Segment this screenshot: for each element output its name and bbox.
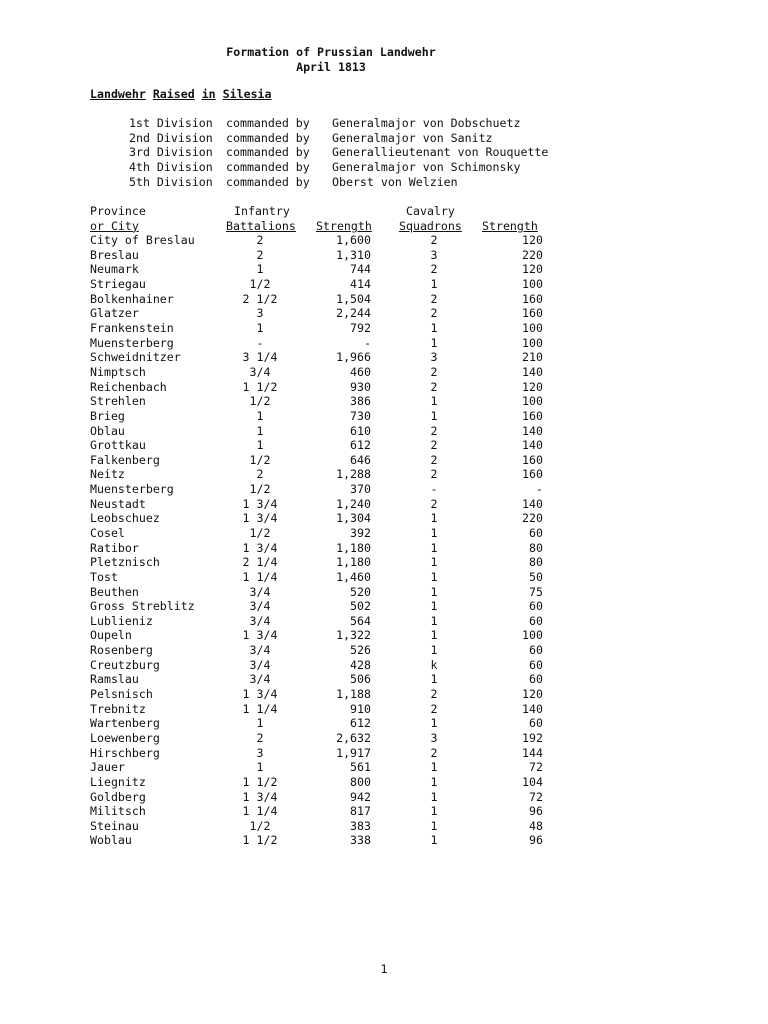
province-cell: Muensterberg <box>90 482 174 497</box>
cavalry-strength-cell: 160 <box>522 306 543 321</box>
infantry-strength-cell: 1,180 <box>336 555 371 570</box>
province-cell: Neustadt <box>90 496 146 511</box>
infantry-strength-cell: 428 <box>350 657 371 672</box>
header-battalions: Battalions <box>226 218 296 233</box>
cavalry-strength-cell: 60 <box>529 643 543 658</box>
province-cell: Pletznisch <box>90 555 160 570</box>
division-name: 1st Division <box>129 116 213 130</box>
cavalry-strength-cell: 120 <box>522 687 543 702</box>
infantry-strength-cell: 561 <box>350 760 371 775</box>
battalions-cell: 1/2 <box>249 452 271 467</box>
table-row <box>90 819 560 834</box>
division-commanded-by: commanded by <box>226 160 310 175</box>
cavalry-strength-cell: 100 <box>522 335 543 350</box>
battalions-cell: 3/4 <box>249 613 271 628</box>
cavalry-strength-cell: 220 <box>522 247 543 262</box>
infantry-strength-cell: 910 <box>350 701 371 716</box>
table-row <box>90 292 560 307</box>
battalions-cell: 1 3/4 <box>242 687 278 702</box>
province-cell: Ratibor <box>90 540 139 555</box>
province-cell: Hirschberg <box>90 745 160 760</box>
cavalry-strength-cell: 100 <box>522 394 543 409</box>
table-row <box>90 775 560 790</box>
battalions-cell: 1 <box>256 262 264 277</box>
battalions-cell: 3 <box>256 745 264 760</box>
infantry-strength-cell: 730 <box>350 408 371 423</box>
header-or-city: or City <box>90 218 139 233</box>
battalions-cell: 3/4 <box>249 584 271 599</box>
infantry-strength-cell: 1,240 <box>336 496 371 511</box>
province-cell: Neumark <box>90 262 139 277</box>
cavalry-strength-cell: 220 <box>522 511 543 526</box>
squadrons-cell: 1 <box>430 833 438 848</box>
infantry-strength-cell: 1,322 <box>336 628 371 643</box>
table-row <box>90 555 560 570</box>
table-row <box>90 702 560 717</box>
infantry-strength-cell: 612 <box>350 438 371 453</box>
section-heading <box>90 87 272 102</box>
infantry-strength-cell: 610 <box>350 423 371 438</box>
infantry-strength-cell: 1,917 <box>336 745 371 760</box>
cavalry-strength-cell: 50 <box>529 569 543 584</box>
province-cell: Tost <box>90 569 118 584</box>
province-cell: Grottkau <box>90 438 146 453</box>
squadrons-cell: 2 <box>430 379 438 394</box>
province-cell: Trebnitz <box>90 701 146 716</box>
cavalry-strength-cell: 60 <box>529 657 543 672</box>
table-row <box>90 438 560 453</box>
squadrons-cell: 2 <box>430 438 438 453</box>
table-row <box>90 277 560 292</box>
province-cell: Nimptsch <box>90 364 146 379</box>
squadrons-cell: 2 <box>430 496 438 511</box>
squadrons-cell: 3 <box>430 350 438 365</box>
table-row <box>90 262 560 277</box>
table-row <box>90 453 560 468</box>
infantry-strength-cell: 564 <box>350 613 371 628</box>
infantry-strength-cell: 386 <box>350 394 371 409</box>
cavalry-strength-cell: 80 <box>529 540 543 555</box>
table-row <box>90 790 560 805</box>
cavalry-strength-cell: 160 <box>522 452 543 467</box>
squadrons-cell: 1 <box>430 394 438 409</box>
section-heading-word: Silesia <box>222 87 272 101</box>
squadrons-cell: 1 <box>430 335 438 350</box>
battalions-cell: 1/2 <box>249 818 271 833</box>
cavalry-strength-cell: 100 <box>522 628 543 643</box>
table-header-row <box>90 219 560 234</box>
page-number: 1 <box>380 962 388 976</box>
table-row <box>90 585 560 600</box>
squadrons-cell: 1 <box>430 408 438 423</box>
division-commander: Generalmajor von Sanitz <box>332 130 493 145</box>
header-infantry: Infantry <box>234 204 290 218</box>
division-name: 5th Division <box>129 174 213 189</box>
infantry-strength-cell: 414 <box>350 277 371 292</box>
table-row <box>90 365 560 380</box>
battalions-cell: 3/4 <box>249 599 271 614</box>
table-row <box>90 760 560 775</box>
squadrons-cell: 2 <box>430 745 438 760</box>
battalions-cell: 1 3/4 <box>242 540 278 555</box>
battalions-cell: 2 <box>256 247 264 262</box>
document-title: Formation of Prussian Landwehr <box>226 45 436 59</box>
cavalry-strength-cell: 120 <box>522 262 543 277</box>
province-cell: Creutzburg <box>90 657 160 672</box>
squadrons-cell: 1 <box>430 716 438 731</box>
division-name: 2nd Division <box>129 130 213 145</box>
table-body <box>90 233 560 848</box>
cavalry-strength-cell: 140 <box>522 701 543 716</box>
province-cell: Frankenstein <box>90 321 174 336</box>
infantry-strength-cell: 520 <box>350 584 371 599</box>
table-row <box>90 497 560 512</box>
province-cell: Steinau <box>90 818 139 833</box>
table-row <box>90 614 560 629</box>
cavalry-strength-cell: 100 <box>522 277 543 292</box>
table-row <box>90 482 560 497</box>
squadrons-cell: 1 <box>430 569 438 584</box>
infantry-strength-cell: 502 <box>350 599 371 614</box>
province-cell: Oupeln <box>90 628 132 643</box>
province-cell: Breslau <box>90 247 139 262</box>
cavalry-strength-cell: 60 <box>529 526 543 540</box>
squadrons-cell: 1 <box>430 321 438 336</box>
infantry-strength-cell: 2,632 <box>336 730 371 745</box>
province-cell: Wartenberg <box>90 716 160 731</box>
squadrons-cell: 2 <box>430 262 438 277</box>
squadrons-cell: 1 <box>430 643 438 658</box>
header-infantry-strength: Strength <box>316 218 372 233</box>
squadrons-cell: 2 <box>430 701 438 716</box>
battalions-cell: 1 1/2 <box>242 774 278 789</box>
infantry-strength-cell: 526 <box>350 643 371 658</box>
infantry-strength-cell: 1,460 <box>336 569 371 584</box>
province-cell: Muensterberg <box>90 335 174 350</box>
section-heading-word: in <box>201 87 216 101</box>
table-row <box>90 628 560 643</box>
cavalry-strength-cell: 75 <box>529 584 543 599</box>
province-cell: Schweidnitzer <box>90 350 181 365</box>
section-heading-word: Raised <box>152 87 195 101</box>
table-row <box>90 409 560 424</box>
infantry-strength-cell: - <box>364 335 371 350</box>
table-row <box>90 306 560 321</box>
cavalry-strength-cell: 140 <box>522 438 543 453</box>
cavalry-strength-cell: 120 <box>522 379 543 394</box>
infantry-strength-cell: 506 <box>350 672 371 687</box>
battalions-cell: 1 1/2 <box>242 833 278 848</box>
squadrons-cell: 1 <box>430 672 438 687</box>
division-commander: Generalmajor von Schimonsky <box>332 160 521 175</box>
table-row <box>90 248 560 263</box>
province-cell: Pelsnisch <box>90 687 153 702</box>
document-date: April 1813 <box>296 59 366 74</box>
province-cell: Neitz <box>90 467 125 482</box>
cavalry-strength-cell: 160 <box>522 291 543 306</box>
battalions-cell: 1 <box>256 760 264 775</box>
cavalry-strength-cell: 60 <box>529 613 543 628</box>
squadrons-cell: 2 <box>430 291 438 306</box>
province-cell: Liegnitz <box>90 774 146 789</box>
cavalry-strength-cell: 140 <box>522 496 543 511</box>
table-row <box>90 833 560 848</box>
cavalry-strength-cell: 140 <box>522 364 543 379</box>
province-cell: Militsch <box>90 804 146 819</box>
infantry-strength-cell: 370 <box>350 482 371 497</box>
table-row <box>90 511 560 526</box>
table-row <box>90 570 560 585</box>
cavalry-strength-cell: 80 <box>529 555 543 570</box>
battalions-cell: 1 1/2 <box>242 379 278 394</box>
table-row <box>90 599 560 614</box>
squadrons-cell: 1 <box>430 277 438 292</box>
table-header-row <box>90 204 560 219</box>
squadrons-cell: 2 <box>430 452 438 467</box>
province-cell: Gross Streblitz <box>90 599 195 614</box>
province-cell: Beuthen <box>90 584 139 599</box>
infantry-strength-cell: 930 <box>350 379 371 394</box>
squadrons-cell: 1 <box>430 628 438 643</box>
table-row <box>90 380 560 395</box>
province-cell: Lublieniz <box>90 613 153 628</box>
squadrons-cell: 1 <box>430 818 438 833</box>
cavalry-strength-cell: 72 <box>529 789 543 804</box>
infantry-strength-cell: 1,180 <box>336 540 371 555</box>
infantry-strength-cell: 646 <box>350 452 371 467</box>
province-cell: Strehlen <box>90 394 146 409</box>
province-cell: Rosenberg <box>90 643 153 658</box>
table-row <box>90 424 560 439</box>
province-cell: Cosel <box>90 526 125 540</box>
infantry-strength-cell: 1,304 <box>336 511 371 526</box>
infantry-strength-cell: 1,504 <box>336 291 371 306</box>
battalions-cell: 1 <box>256 423 264 438</box>
squadrons-cell: 1 <box>430 526 438 540</box>
battalions-cell: 2 <box>256 467 264 482</box>
battalions-cell: 2 <box>256 730 264 745</box>
header-squadrons: Squadrons <box>399 218 462 233</box>
table-row <box>90 394 560 409</box>
table-row <box>90 804 560 819</box>
table-row <box>90 687 560 702</box>
battalions-cell: 1 <box>256 716 264 731</box>
province-cell: Bolkenhainer <box>90 291 174 306</box>
table-row <box>90 467 560 482</box>
battalions-cell: 3/4 <box>249 672 271 687</box>
table-row <box>90 233 560 248</box>
table-row <box>90 321 560 336</box>
table-row <box>90 746 560 761</box>
battalions-cell: 1 <box>256 438 264 453</box>
table-row <box>90 350 560 365</box>
cavalry-strength-cell: 96 <box>529 833 543 848</box>
squadrons-cell: 2 <box>430 687 438 702</box>
cavalry-strength-cell: 160 <box>522 467 543 482</box>
battalions-cell: 2 1/2 <box>242 291 278 306</box>
cavalry-strength-cell: - <box>536 482 543 497</box>
infantry-strength-cell: 800 <box>350 774 371 789</box>
battalions-cell: 2 <box>256 233 264 248</box>
squadrons-cell: 2 <box>430 233 438 248</box>
infantry-strength-cell: 942 <box>350 789 371 804</box>
battalions-cell: 1 1/4 <box>242 701 278 716</box>
battalions-cell: 1 3/4 <box>242 496 278 511</box>
table-row <box>90 658 560 673</box>
squadrons-cell: 2 <box>430 467 438 482</box>
squadrons-cell: 1 <box>430 540 438 555</box>
infantry-strength-cell: 792 <box>350 321 371 336</box>
table-row <box>90 731 560 746</box>
table-row <box>90 541 560 556</box>
battalions-cell: 3/4 <box>249 657 271 672</box>
cavalry-strength-cell: 120 <box>522 233 543 248</box>
division-commanded-by: commanded by <box>226 116 310 130</box>
squadrons-cell: 1 <box>430 760 438 775</box>
division-commanded-by: commanded by <box>226 174 310 189</box>
cavalry-strength-cell: 72 <box>529 760 543 775</box>
squadrons-cell: 1 <box>430 555 438 570</box>
battalions-cell: 3 1/4 <box>242 350 278 365</box>
battalions-cell: 1/2 <box>249 277 271 292</box>
squadrons-cell: 2 <box>430 364 438 379</box>
province-cell: Ramslau <box>90 672 139 687</box>
province-cell: City of Breslau <box>90 233 195 248</box>
infantry-strength-cell: 1,288 <box>336 467 371 482</box>
infantry-strength-cell: 383 <box>350 818 371 833</box>
squadrons-cell: 1 <box>430 774 438 789</box>
infantry-strength-cell: 460 <box>350 364 371 379</box>
cavalry-strength-cell: 210 <box>522 350 543 365</box>
header-cavalry: Cavalry <box>406 204 455 218</box>
squadrons-cell: 3 <box>430 247 438 262</box>
table-row <box>90 336 560 351</box>
province-cell: Falkenberg <box>90 452 160 467</box>
infantry-strength-cell: 1,600 <box>336 233 371 248</box>
infantry-strength-cell: 1,310 <box>336 247 371 262</box>
division-commander: Oberst von Welzien <box>332 174 458 189</box>
infantry-strength-cell: 338 <box>350 833 371 848</box>
province-cell: Loewenberg <box>90 730 160 745</box>
cavalry-strength-cell: 160 <box>522 408 543 423</box>
infantry-strength-cell: 1,188 <box>336 687 371 702</box>
battalions-cell: 1 <box>256 321 264 336</box>
table-row <box>90 716 560 731</box>
province-cell: Striegau <box>90 277 146 292</box>
cavalry-strength-cell: 96 <box>529 804 543 819</box>
cavalry-strength-cell: 144 <box>522 745 543 760</box>
infantry-strength-cell: 612 <box>350 716 371 731</box>
header-cavalry-strength: Strength <box>482 218 538 233</box>
infantry-strength-cell: 817 <box>350 804 371 819</box>
infantry-strength-cell: 392 <box>350 526 371 540</box>
squadrons-cell: k <box>430 657 438 672</box>
division-name: 3rd Division <box>129 145 213 160</box>
battalions-cell: 3/4 <box>249 364 271 379</box>
header-province: Province <box>90 204 146 218</box>
landwehr-table <box>90 204 560 848</box>
infantry-strength-cell: 1,966 <box>336 350 371 365</box>
cavalry-strength-cell: 104 <box>522 774 543 789</box>
table-row <box>90 526 560 541</box>
table-row <box>90 672 560 687</box>
province-cell: Jauer <box>90 760 125 775</box>
battalions-cell: 1 1/4 <box>242 569 278 584</box>
squadrons-cell: 1 <box>430 511 438 526</box>
battalions-cell: 1 3/4 <box>242 789 278 804</box>
battalions-cell: - <box>256 335 264 350</box>
battalions-cell: 1/2 <box>249 482 271 497</box>
province-cell: Woblau <box>90 833 132 848</box>
division-commander: Generallieutenant von Rouquette <box>332 145 549 160</box>
battalions-cell: 2 1/4 <box>242 555 278 570</box>
cavalry-strength-cell: 48 <box>529 818 543 833</box>
battalions-cell: 3/4 <box>249 643 271 658</box>
squadrons-cell: 2 <box>430 423 438 438</box>
cavalry-strength-cell: 192 <box>522 730 543 745</box>
table-row <box>90 643 560 658</box>
squadrons-cell: 1 <box>430 789 438 804</box>
squadrons-cell: 1 <box>430 613 438 628</box>
province-cell: Oblau <box>90 423 125 438</box>
squadrons-cell: 3 <box>430 730 438 745</box>
battalions-cell: 1 3/4 <box>242 628 278 643</box>
province-cell: Glatzer <box>90 306 139 321</box>
cavalry-strength-cell: 140 <box>522 423 543 438</box>
province-cell: Leobschuez <box>90 511 160 526</box>
section-heading-word: Landwehr <box>90 87 146 101</box>
battalions-cell: 1/2 <box>249 394 271 409</box>
squadrons-cell: - <box>430 482 438 497</box>
battalions-cell: 1 3/4 <box>242 511 278 526</box>
squadrons-cell: 1 <box>430 804 438 819</box>
cavalry-strength-cell: 100 <box>522 321 543 336</box>
squadrons-cell: 2 <box>430 306 438 321</box>
division-commander: Generalmajor von Dobschuetz <box>332 116 521 130</box>
battalions-cell: 1 <box>256 408 264 423</box>
cavalry-strength-cell: 60 <box>529 716 543 731</box>
cavalry-strength-cell: 60 <box>529 672 543 687</box>
battalions-cell: 1 1/4 <box>242 804 278 819</box>
battalions-cell: 1/2 <box>249 526 271 540</box>
battalions-cell: 3 <box>256 306 264 321</box>
province-cell: Reichenbach <box>90 379 167 394</box>
cavalry-strength-cell: 60 <box>529 599 543 614</box>
province-cell: Goldberg <box>90 789 146 804</box>
division-name: 4th Division <box>129 160 213 175</box>
squadrons-cell: 1 <box>430 599 438 614</box>
infantry-strength-cell: 744 <box>350 262 371 277</box>
infantry-strength-cell: 2,244 <box>336 306 371 321</box>
squadrons-cell: 1 <box>430 584 438 599</box>
division-commanded-by: commanded by <box>226 130 310 145</box>
division-commanded-by: commanded by <box>226 145 310 160</box>
province-cell: Brieg <box>90 408 125 423</box>
